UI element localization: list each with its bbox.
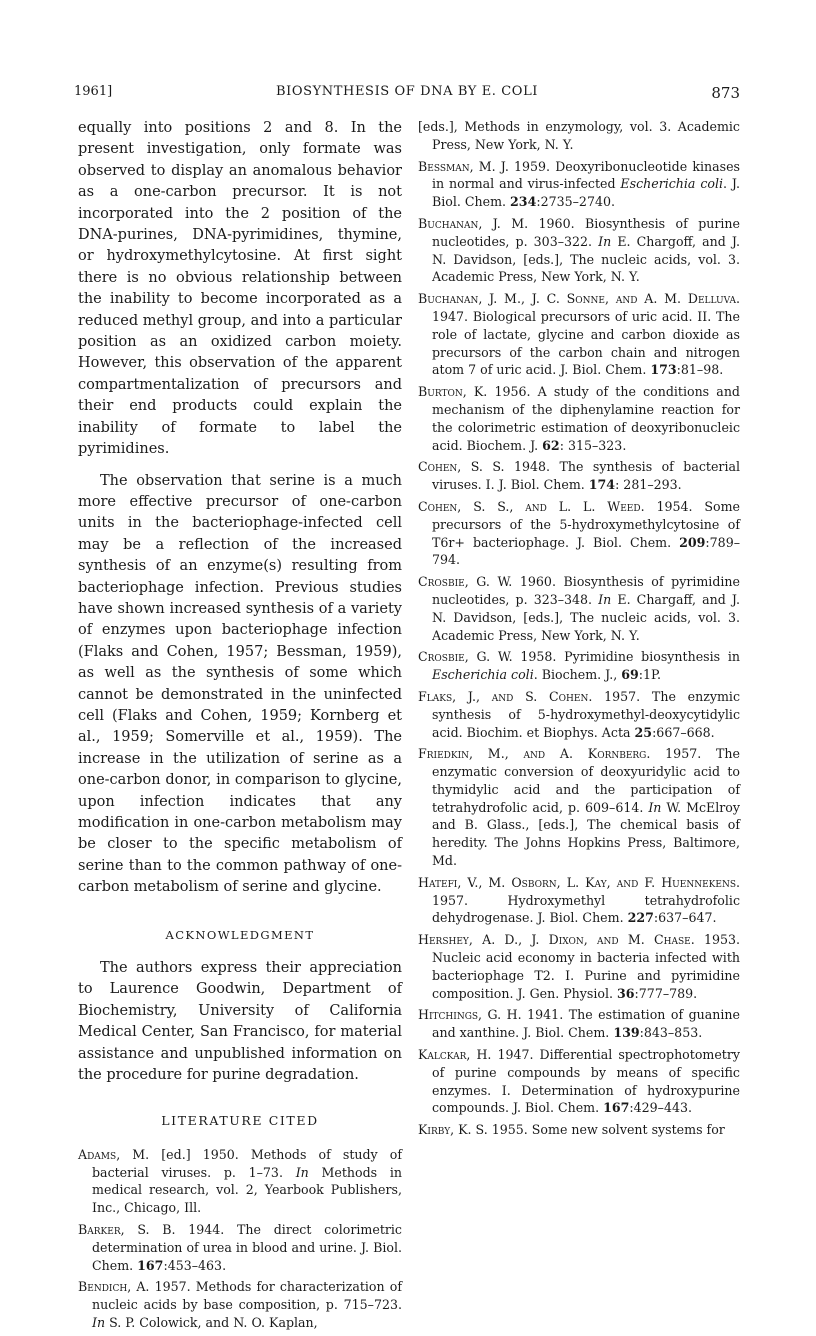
reference-entry [418, 688, 740, 741]
reference-t1: 1957. Hydroxymethyl tetrahydrofolic dehydrogenase. J. Biol. Chem. [432, 892, 740, 926]
reference-a: Crosbie, G. W. [418, 649, 513, 665]
reference-t3: :81–98. [676, 362, 724, 378]
reference-entry [418, 1006, 740, 1042]
reference-i: Escherichia coli [620, 176, 724, 192]
running-header [74, 84, 740, 108]
reference-a: Hitchings, G. H. [418, 1007, 522, 1023]
reference-a: Hatefi, V., M. Osborn, L. Kay, and F. Huennekens. [418, 874, 740, 890]
reference-a: Buchanan, J. M., J. C. Sonne, and A. M. Delluva. [418, 291, 740, 307]
reference-v: 167 [603, 1100, 630, 1116]
reference-a: Hershey, A. D., J. Dixon, and M. Chase. [418, 932, 695, 948]
reference-t2: . J. Biol. Chem. [432, 176, 740, 210]
reference-a: Kalckar, H. [418, 1047, 492, 1063]
reference-t1: 1954. Some precursors of the 5-hydroxymethylcytosine of T6r+ bacteriophage. J. Biol. Chem. [432, 498, 740, 550]
reference-i: In [92, 1315, 106, 1331]
header-year: 1961] [74, 84, 113, 99]
reference-entry [418, 931, 740, 1002]
reference-i: In [648, 799, 662, 815]
reference-v: 36 [617, 985, 635, 1001]
acknowledgment-heading: ACKNOWLEDGMENT [165, 927, 315, 942]
literature-cited-heading: LITERATURE CITED [161, 1113, 319, 1129]
reference-list-right [418, 118, 740, 1139]
reference-t1: 1960. Biosynthesis of pyrimidine nucleotides, p. 323–348. [432, 574, 740, 607]
reference-t1: [ed.] 1950. Methods of study of bacterial viruses. p. 1–73. [92, 1146, 402, 1180]
reference-t1: 1941. The estimation of guanine and xanthine. J. Biol. Chem. [432, 1007, 740, 1041]
reference-t3: :637–647. [653, 910, 717, 926]
reference-t1: 1959. Deoxyribonucleotide kinases in normal and virus-infected [432, 158, 740, 192]
reference-t1: 1947. Differential spectrophotometry of purine compounds by means of specific enzymes. I. Determination of hydroxypurine compounds. J. Biol. Chem. [432, 1047, 740, 1116]
reference-t3: : 281–293. [615, 477, 682, 493]
reference-v: 62 [542, 437, 560, 453]
body-paragraph-1: equally into positions 2 and 8. In the present investigation, only formate was observed to display an anomalous behavior as a one-carbon precursor. It is not incorporated into the 2 position of the DNA-purines, DNA-pyrimidines, thymine, or hydroxymethylcytosine. At first sight there is no obvious relationship between the inability to become incorporated as a reduced methyl group, and into a particular position as an oxidized carbon moiety. However, this observation of the apparent compartmentalization of precursors and their end products could explain the inability of formate to label the pyrimidines. [78, 120, 402, 458]
reference-entry [418, 648, 740, 684]
reference-t1: 1957. The enzymic synthesis of 5-hydroxymethyl-deoxycytidylic acid. Biochim. et Biophys. Acta [432, 688, 740, 740]
reference-a: Kirby, K. S. [418, 1122, 488, 1138]
right-column [418, 118, 740, 1143]
reference-v: 69 [621, 667, 639, 683]
reference-t2: . Biochem. J., [533, 667, 622, 683]
reference-entry [418, 118, 740, 154]
reference-t1: 1948. The synthesis of bacterial viruses. I. J. Biol. Chem. [432, 459, 741, 493]
reference-a: Crosbie, G. W. [418, 574, 513, 590]
reference-t1: 1955. Some new solvent systems for [487, 1122, 725, 1138]
reference-t3: :777–789. [634, 985, 698, 1001]
reference-a: Bessman, M. J. [418, 158, 509, 174]
reference-t1: 1958. Pyrimidine biosynthesis in [512, 649, 740, 665]
reference-i: In [295, 1164, 309, 1180]
reference-t3: :429–443. [629, 1100, 693, 1116]
reference-t3: :667–668. [652, 724, 715, 740]
reference-v: 139 [613, 1025, 640, 1041]
reference-v: 227 [627, 910, 654, 926]
reference-a: Friedkin, M., and A. Kornberg. [418, 746, 651, 762]
reference-entry [418, 458, 740, 494]
reference-i: In [598, 591, 612, 607]
reference-entry [418, 215, 740, 286]
reference-a: Bendich, A. [78, 1279, 150, 1295]
reference-entry [78, 1221, 402, 1274]
reference-v: 234 [510, 194, 537, 210]
reference-entry [78, 1278, 402, 1331]
reference-a: Burton, K. [418, 384, 488, 400]
reference-t1: 1957. Methods for characterization of nucleic acids by base composition, p. 715–723. [92, 1279, 402, 1313]
page-number: 873 [711, 84, 740, 102]
reference-t3: :1P. [638, 667, 661, 683]
reference-i: In [598, 233, 612, 249]
reference-entry [418, 874, 740, 927]
reference-t2: S. P. Colowick, and N. O. Kaplan, [105, 1315, 318, 1331]
reference-v: 167 [137, 1257, 164, 1273]
reference-t1: 1944. The direct colorimetric determination of urea in blood and urine. J. Biol. Chem. [92, 1222, 402, 1273]
reference-t1: 1960. Biosynthesis of purine nucleotides, p. 303–322. [432, 215, 740, 249]
reference-entry [418, 745, 740, 870]
reference-t3: :789–794. [432, 534, 740, 568]
reference-t2: E. Chargaff, and J. N. Davidson, [eds.], The nucleic acids, vol. 3. Academic Press, New York, N. Y. [432, 591, 740, 643]
reference-a: Flaks, J., and S. Cohen. [418, 688, 593, 704]
reference-v: 173 [650, 362, 677, 378]
reference-t1: 1953. Nucleic acid economy in bacteria infected with bacteriophage T2. I. Purine and pyrimidine composition. J. Gen. Physiol. [432, 932, 740, 1001]
running-title: BIOSYNTHESIS OF DNA BY E. COLI [275, 84, 539, 99]
reference-entry [418, 290, 740, 379]
reference-a: Barker, S. B. [78, 1222, 176, 1238]
left-column [78, 118, 402, 1336]
reference-a: Cohen, S. S., and L. L. Weed. [418, 498, 645, 514]
reference-i: Escherichia coli [432, 667, 534, 683]
reference-t3: :843–853. [639, 1025, 703, 1041]
acknowledgment-text: The authors express their appreciation to Laurence Goodwin, Department of Biochemistry, University of California Medical Center, San Francisco, for material assistance and unpublished information on the procedure for purine degradation. [78, 960, 402, 1084]
reference-list-left [78, 1146, 402, 1332]
reference-t2: Methods in medical research, vol. 2, Yearbook Publishers, Inc., Chicago, Ill. [92, 1164, 402, 1216]
reference-a: Cohen, S. S. [418, 459, 505, 475]
reference-entry [78, 1146, 402, 1217]
reference-t2: E. Chargoff, and J. N. Davidson, [eds.], The nucleic acids, vol. 3. Academic Press, New York, N. Y. [432, 233, 740, 285]
reference-t1: 1956. A study of the conditions and mechanism of the diphenylamine reaction for the colorimetric estimation of deoxyribonucleic acid. Biochem. J. [432, 384, 740, 453]
reference-a: Buchanan, J. M. [418, 215, 529, 231]
reference-t1: [eds.], Methods in enzymology, vol. 3. Academic Press, New York, N. Y. [418, 119, 740, 152]
reference-t2: W. McElroy and B. Glass., [eds.], The chemical basis of heredity. The Johns Hopkins Press, Baltimore, Md. [432, 799, 740, 869]
reference-t3: :2735–2740. [536, 194, 615, 210]
reference-entry [418, 158, 740, 211]
reference-t3: :453–463. [163, 1257, 227, 1273]
reference-t3: : 315–323. [559, 437, 627, 453]
reference-entry [418, 498, 740, 569]
reference-v: 25 [634, 724, 653, 740]
body-paragraph-2: The observation that serine is a much more effective precursor of one-carbon units in the bacteriophage-infected cell may be a reflection of the increased synthesis of an enzyme(s) resulting from bacteriophage infection. Previous studies have shown increased synthesis of a variety of enzymes upon bacteriophage infection (Flaks and Cohen, 1957; Bessman, 1959), as well as the synthesis of some which cannot be demonstrated in the uninfected cell (Flaks and Cohen, 1959; Kornberg et al., 1959; Somerville et al., 1959). The increase in the utilization of serine as a one-carbon donor, in comparison to glycine, upon infection indicates that any modification in one-carbon metabolism may be closer to the specific metabolism of serine than to the common pathway of one-carbon metabolism of serine and glycine. [78, 472, 402, 896]
reference-v: 174 [588, 477, 616, 493]
reference-entry [418, 383, 740, 454]
reference-entry [418, 573, 740, 644]
reference-entry [418, 1121, 740, 1139]
reference-entry [418, 1046, 740, 1117]
reference-t1: 1957. The enzymatic conversion of deoxyuridylic acid to thymidylic acid and the participation of tetrahydrofolic acid, p. 609–614. [432, 746, 740, 815]
reference-v: 209 [679, 534, 706, 550]
reference-a: Adams, M. [78, 1146, 150, 1162]
reference-t1: 1947. Biological precursors of uric acid. II. The role of lactate, glycine and carbon dioxide as precursors of the carbon chain and nitrogen atom 7 of uric acid. J. Biol. Chem. [432, 308, 740, 378]
